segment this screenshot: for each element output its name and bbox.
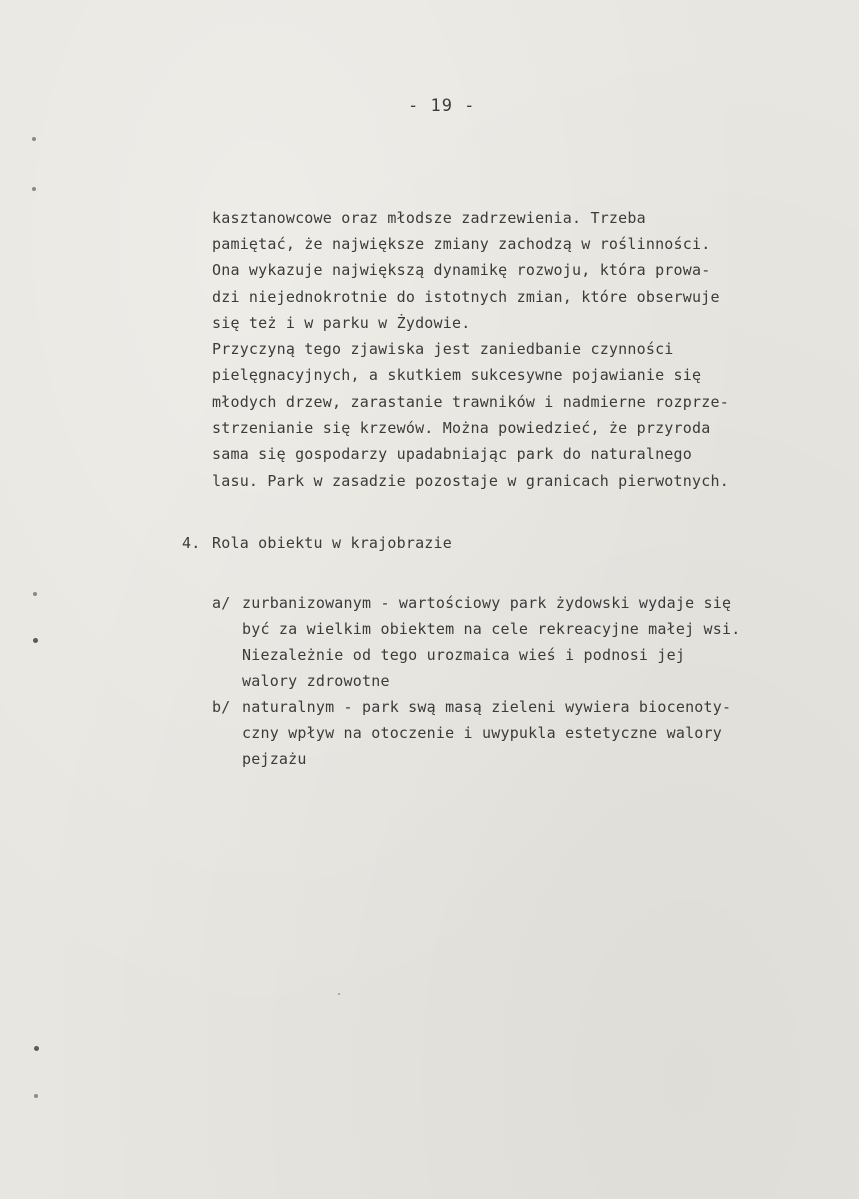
punch-mark (34, 1046, 39, 1051)
paragraph-line: pamiętać, że największe zmiany zachodzą w roślinności. (212, 235, 711, 253)
item-line: pejzażu (242, 750, 307, 768)
punch-mark (32, 137, 36, 141)
paragraph-line: strzenianie się krzewów. Można powiedzieć, że przyroda (212, 419, 711, 437)
paragraph-line: się też i w parku w Żydowie. (212, 314, 471, 332)
item-line: walory zdrowotne (242, 672, 390, 690)
paragraph-line: Ona wykazuje największą dynamikę rozwoju, która prowa- (212, 261, 711, 279)
item-marker: a/ (212, 594, 231, 612)
punch-mark (34, 1094, 38, 1098)
page-number: - 19 - (408, 96, 476, 116)
punch-mark (33, 592, 37, 596)
item-line: być za wielkim obiektem na cele rekreacyjne małej wsi. (242, 620, 741, 638)
item-line: zurbanizowanym - wartościowy park żydowski wydaje się (242, 594, 732, 612)
punch-mark (33, 638, 38, 643)
paragraph-line: lasu. Park w zasadzie pozostaje w granicach pierwotnych. (212, 472, 729, 490)
item-marker: b/ (212, 698, 231, 716)
item-line: czny wpływ na otoczenie i uwypukla estetyczne walory (242, 724, 722, 742)
paragraph-line: pielęgnacyjnych, a skutkiem sukcesywne pojawianie się (212, 366, 702, 384)
section-number: 4. (182, 534, 201, 552)
item-line: Niezależnie od tego urozmaica wieś i podnosi jej (242, 646, 686, 664)
punch-mark (32, 187, 36, 191)
paragraph-line: dzi niejednokrotnie do istotnych zmian, które obserwuje (212, 288, 720, 306)
section-title: Rola obiektu w krajobrazie (212, 534, 452, 552)
paragraph-line: sama się gospodarzy upadabniając park do naturalnego (212, 445, 692, 463)
paragraph-line: Przyczyną tego zjawiska jest zaniedbanie czynności (212, 340, 674, 358)
item-line: naturalnym - park swą masą zieleni wywiera biocenoty- (242, 698, 732, 716)
paper-fleck (338, 993, 340, 995)
paragraph-line: kasztanowcowe oraz młodsze zadrzewienia. Trzeba (212, 209, 646, 227)
paragraph-line: młodych drzew, zarastanie trawników i nadmierne rozprze- (212, 393, 729, 411)
